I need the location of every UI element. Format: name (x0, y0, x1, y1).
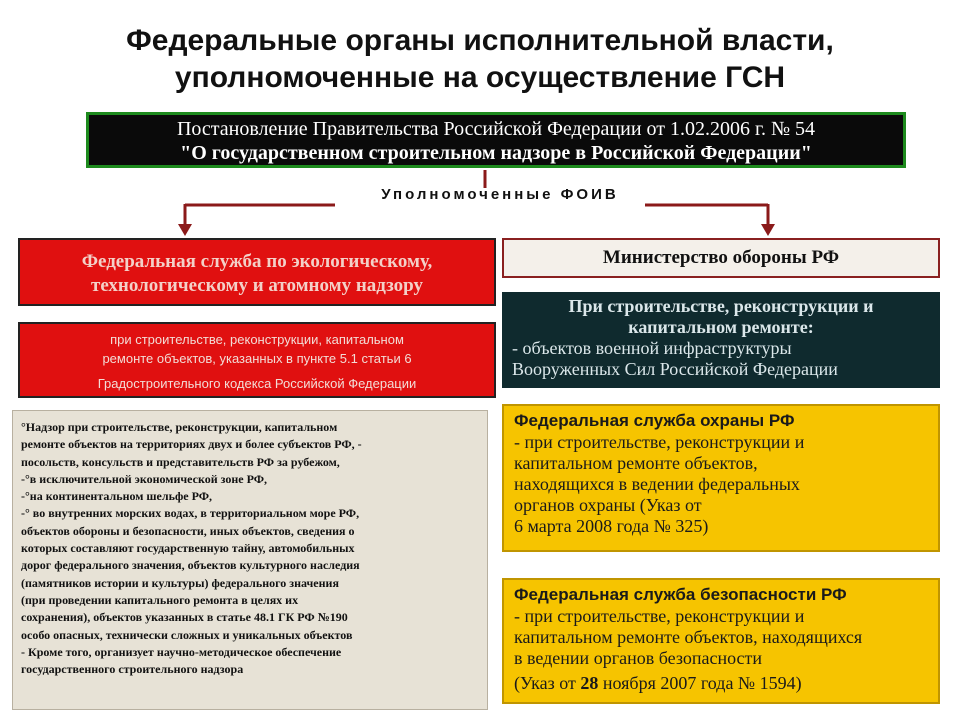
scope-line: - Кроме того, организует научно-методическое обеспечение (21, 644, 342, 659)
fso-line: 6 марта 2008 года № 325) (514, 516, 709, 536)
fsb-line: - при строительстве, реконструкции и (514, 606, 805, 626)
rostekhnadzor-detail-line2: ремонте объектов, указанных в пункте 5.1 статьи 6 (102, 351, 412, 366)
rostekhnadzor-scope-list (12, 410, 488, 710)
mod-title-box: Министерство обороны РФ (502, 238, 940, 278)
scope-line: объектов обороны и безопасности, иных объектов, сведения о (21, 523, 355, 538)
mod-detail-box (502, 292, 940, 388)
scope-line: -° во внутренних морских водах, в территориальном море РФ, (21, 506, 360, 521)
scope-line: (при проведении капитального ремонта в целях их (21, 592, 299, 607)
fsb-line: капитальном ремонте объектов, находящихся (514, 627, 863, 647)
scope-line: сохранения), объектов указанных в статье 48.1 ГК РФ №190 (21, 610, 348, 625)
fsb-decree-prefix: (Указ от (514, 673, 581, 693)
scope-line: °Надзор при строительстве, реконструкции, капитальном (21, 420, 338, 434)
connector-arrows (0, 0, 960, 240)
rostekhnadzor-detail-box (18, 322, 496, 398)
fsb-decree-day: 28 (580, 673, 599, 693)
fso-box (502, 404, 940, 552)
scope-line: государственного строительного надзора (21, 662, 244, 677)
fsb-box (502, 578, 940, 704)
page-title-line2: уполномоченные на осуществление ГСН (174, 61, 786, 94)
fsb-decree-suffix: ноября 2007 года № 1594) (598, 673, 802, 693)
scope-line: особо опасных, технически сложных и уникальных объектов (21, 627, 353, 642)
mod-detail-head-line1: При строительстве, реконструкции и (568, 296, 874, 316)
fso-line: находящихся в ведении федеральных (514, 474, 800, 494)
fso-line: - при строительстве, реконструкции и (514, 432, 805, 452)
rostekhnadzor-title-box (18, 238, 496, 306)
mod-detail-head-line2: капитальном ремонте: (628, 317, 814, 337)
mod-detail-body-line2: Вооруженных Сил Российской Федерации (512, 359, 838, 379)
fso-line: капитальном ремонте объектов, (514, 453, 758, 473)
scope-line: -°в исключительной экономической зоне РФ, (21, 471, 268, 486)
scope-line: дорог федерального значения, объектов культурного наследия (21, 558, 360, 573)
arrowhead-left (178, 224, 192, 236)
mod-detail-body-line1: - объектов военной инфраструктуры (512, 338, 792, 358)
scope-line: посольств, консульств и представительств РФ за рубежом, (21, 454, 340, 469)
fso-title: Федеральная служба охраны РФ (514, 411, 795, 430)
rostekhnadzor-detail-line3: Градостроительного кодекса Российской Федерации (97, 376, 417, 391)
rostekhnadzor-title-line1: Федеральная служба по экологическому, (81, 251, 433, 272)
fso-line: органов охраны (Указ от (514, 495, 702, 515)
scope-line: ремонте объектов на территориях двух и более субъектов РФ, - (21, 437, 362, 452)
foiv-label: Уполномоченные ФОИВ (381, 186, 619, 203)
fsb-title: Федеральная служба безопасности РФ (514, 585, 847, 604)
fsb-line: в ведении органов безопасности (514, 648, 763, 668)
scope-line: которых составляют государственную тайну, автомобильных (21, 541, 355, 556)
page-title-line1: Федеральные органы исполнительной власти, (126, 24, 834, 57)
scope-line: -°на континентальном шельфе РФ, (21, 489, 213, 504)
decree-line2: "О государственном строительном надзоре в Российской Федерации" (180, 142, 812, 164)
arrowhead-right (761, 224, 775, 236)
fsb-decree-line (514, 673, 928, 694)
rostekhnadzor-detail-line1: при строительстве, реконструкции, капитальном (110, 332, 404, 347)
rostekhnadzor-title-line2: технологическому и атомному надзору (91, 275, 423, 296)
decree-line1: Постановление Правительства Российской Федерации от 1.02.2006 г. № 54 (176, 118, 816, 140)
scope-line: (памятников истории и культуры) федерального значения (21, 575, 339, 590)
